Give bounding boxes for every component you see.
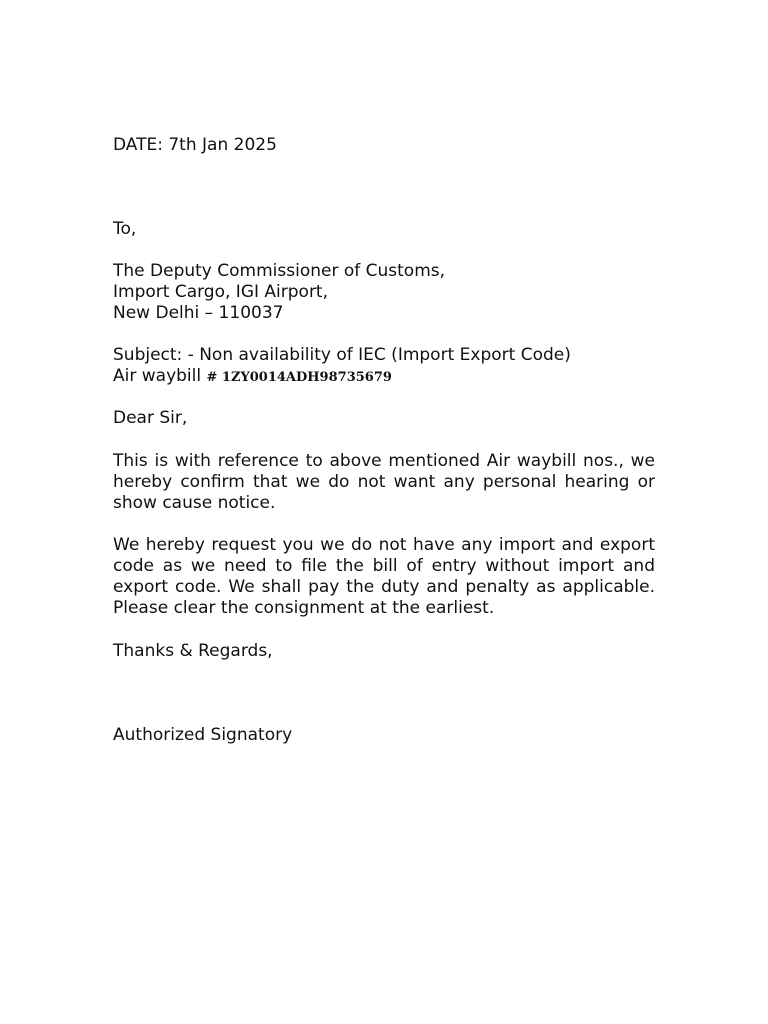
salutation-to: To, — [113, 219, 137, 239]
recipient-line-3: New Delhi – 110037 — [113, 303, 284, 323]
recipient-line-2: Import Cargo, IGI Airport, — [113, 282, 328, 302]
greeting: Dear Sir, — [113, 408, 188, 428]
recipient-line-1: The Deputy Commissioner of Customs, — [113, 261, 446, 281]
body-paragraph-2: We hereby request you we do not have any import and export code as we need to file the bill of entry without import and export code. We shall pay the duty and penalty as applicable. Please clear the consignment at the earliest. — [113, 535, 655, 618]
waybill-number: # 1ZY0014ADH98735679 — [206, 370, 392, 385]
body-paragraph-1: This is with reference to above mentioned Air waybill nos., we hereby confirm that we do not want any personal hearing or show cause notice. — [113, 451, 655, 513]
closing: Thanks & Regards, — [113, 641, 273, 661]
waybill-line — [113, 366, 392, 388]
letter-date: DATE: 7th Jan 2025 — [113, 135, 277, 155]
signatory: Authorized Signatory — [113, 725, 293, 745]
waybill-label: Air waybill — [113, 366, 207, 386]
subject-line: Subject: - Non availability of IEC (Import Export Code) — [113, 345, 571, 365]
